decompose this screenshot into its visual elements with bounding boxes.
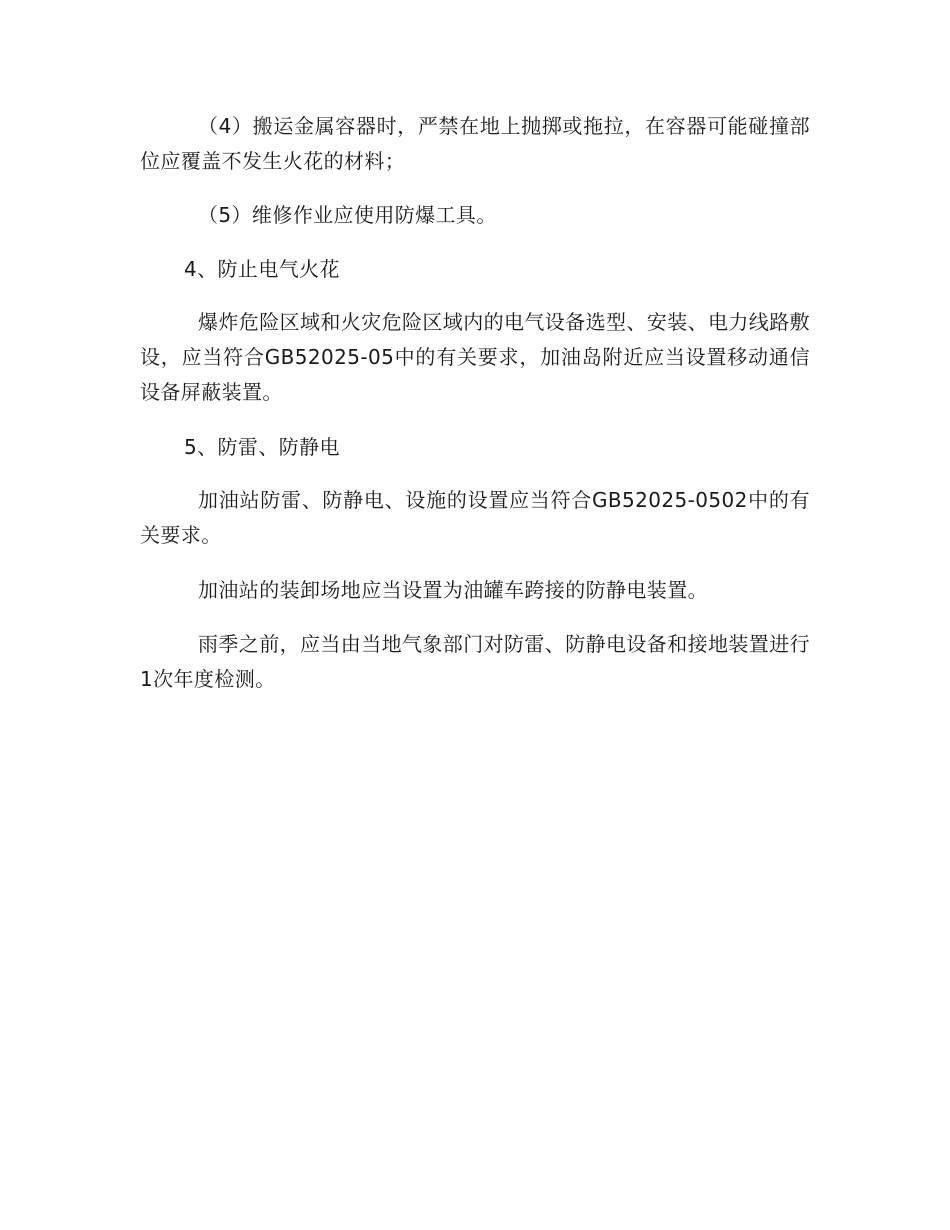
paragraph-annual-inspection: 雨季之前，应当由当地气象部门对防雷、防静电设备和接地装置进行1次年度检测。: [140, 632, 810, 691]
paragraph-antistatic-device: 加油站的装卸场地应当设置为油罐车跨接的防静电装置。: [198, 578, 708, 602]
paragraph-lightning-static-standard: 加油站防雷、防静电、设施的设置应当符合GB52025-0502中的有关要求。: [140, 488, 810, 547]
section-heading-electrical-sparks: 4、防止电气火花: [184, 257, 340, 281]
paragraph-explosion-proof-tools: （5）维修作业应使用防爆工具。: [198, 203, 497, 227]
section-heading-lightning-static: 5、防雷、防静电: [184, 435, 340, 459]
paragraph-electrical-equipment: 爆炸危险区域和火灾危险区域内的电气设备选型、安装、电力线路敷设，应当符合GB52025-05中的有关要求，加油岛附近应当设置移动通信设备屏蔽装置。: [140, 310, 810, 404]
paragraph-metal-container-handling: （4）搬运金属容器时，严禁在地上抛掷或拖拉，在容器可能碰撞部位应覆盖不发生火花的材料；: [140, 114, 810, 173]
